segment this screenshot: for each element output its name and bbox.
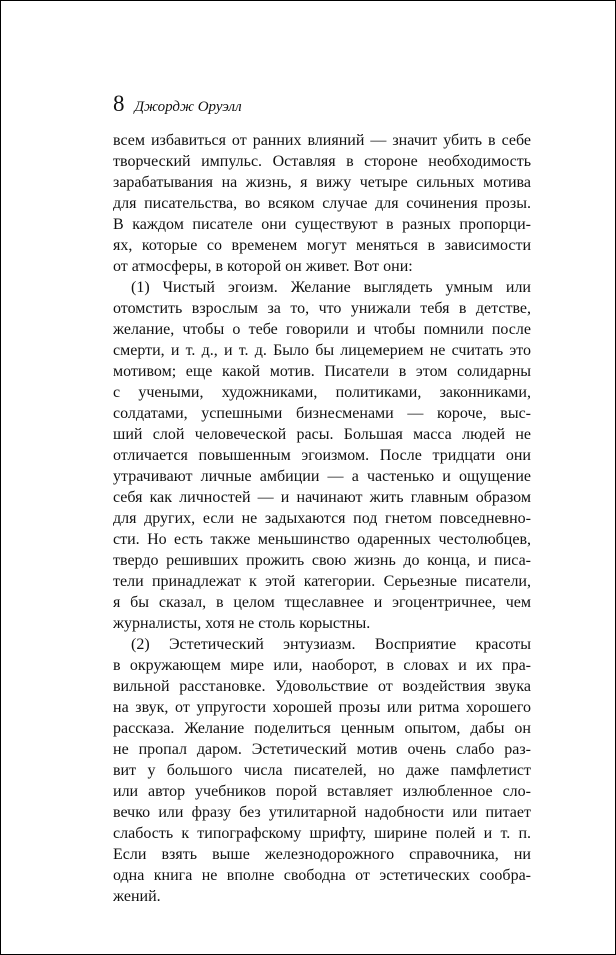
text-line: от атмосферы, в которой он живет. Вот они:	[113, 258, 413, 275]
text-line: журналисты, хотя не столь корыстны.	[113, 615, 371, 632]
text-line: для других, если не задыхаются под гнетом повседневно-	[113, 510, 531, 527]
body-text	[113, 130, 531, 907]
text-line: я бы сказал, в целом тщеславнее и эгоцентричнее, чем	[113, 594, 531, 611]
text-line: ях, которые со временем могут меняться в зависимости	[113, 237, 531, 254]
text-line: (1) Чистый эгоизм. Желание выглядеть умным или	[131, 279, 531, 296]
text-line: вечко или фразу без утилитарной надобности или питает	[113, 804, 531, 821]
text-line: тели принадлежат к этой категории. Серьезные писатели,	[113, 573, 531, 590]
text-line: сти. Но есть также меньшинство одаренных честолюбцев,	[113, 531, 531, 548]
page-number: 8	[113, 91, 125, 116]
text-line: себя как личностей — и начинают жить главным образом	[113, 489, 531, 506]
text-line: солдатами, успешными бизнесменами — короче, выс-	[113, 405, 531, 422]
text-line: не пропал даром. Эстетический мотив очень слабо раз-	[113, 741, 531, 758]
text-line: отличается повышенным эгоизмом. После тридцати они	[113, 447, 531, 464]
text-line: слабость к типографскому шрифту, ширине полей и т. п.	[113, 825, 531, 842]
text-line: с учеными, художниками, политиками, законниками,	[113, 384, 531, 401]
text-line: жений.	[113, 888, 161, 905]
text-line: ший слой человеческой расы. Большая масса людей не	[113, 426, 531, 443]
text-line: или автор учебников порой вставляет излюбленное сло-	[113, 783, 531, 800]
text-line: вильной расстановке. Удовольствие от воздействия звука	[113, 678, 531, 695]
text-line: В каждом писателе они существуют в разных пропорци-	[113, 216, 531, 233]
text-line: желание, чтобы о тебе говорили и чтобы помнили после	[113, 321, 531, 338]
text-line: творческий импульс. Оставляя в стороне необходимость	[113, 153, 531, 170]
text-line: зарабатывания на жизнь, я вижу четыре сильных мотива	[113, 174, 531, 191]
text-line: Если взять выше железнодорожного справочника, ни	[113, 846, 531, 863]
text-line: в окружающем мире или, наоборот, в словах и их пра-	[113, 657, 531, 674]
text-line: вит у большого числа писателей, но даже памфлетист	[113, 762, 531, 779]
text-line: утрачивают личные амбиции — а частенько и ощущение	[113, 468, 531, 485]
text-line: всем избавиться от ранних влияний — значит убить в себе	[113, 132, 531, 149]
text-line: смерти, и т. д., и т. д. Было бы лицемерием не считать это	[113, 342, 531, 359]
running-head	[113, 89, 242, 119]
text-line: для писательства, во всяком случае для сочинения прозы.	[113, 195, 531, 212]
text-line: отомстить взрослым за то, что унижали тебя в детстве,	[113, 300, 531, 317]
text-line: на звук, от упругости хорошей прозы или ритма хорошего	[113, 699, 531, 716]
text-line: (2) Эстетический энтузиазм. Восприятие красоты	[131, 636, 531, 653]
text-line: одна книга не вполне свободна от эстетических сообра-	[113, 867, 531, 884]
running-head-author: Джордж Оруэлл	[134, 99, 242, 115]
text-line: твердо решивших прожить свою жизнь до конца, и писа-	[113, 552, 531, 569]
text-line: рассказа. Желание поделиться ценным опытом, дабы он	[113, 720, 531, 737]
text-line: мотивом; еще какой мотив. Писатели в этом солидарны	[113, 363, 531, 380]
